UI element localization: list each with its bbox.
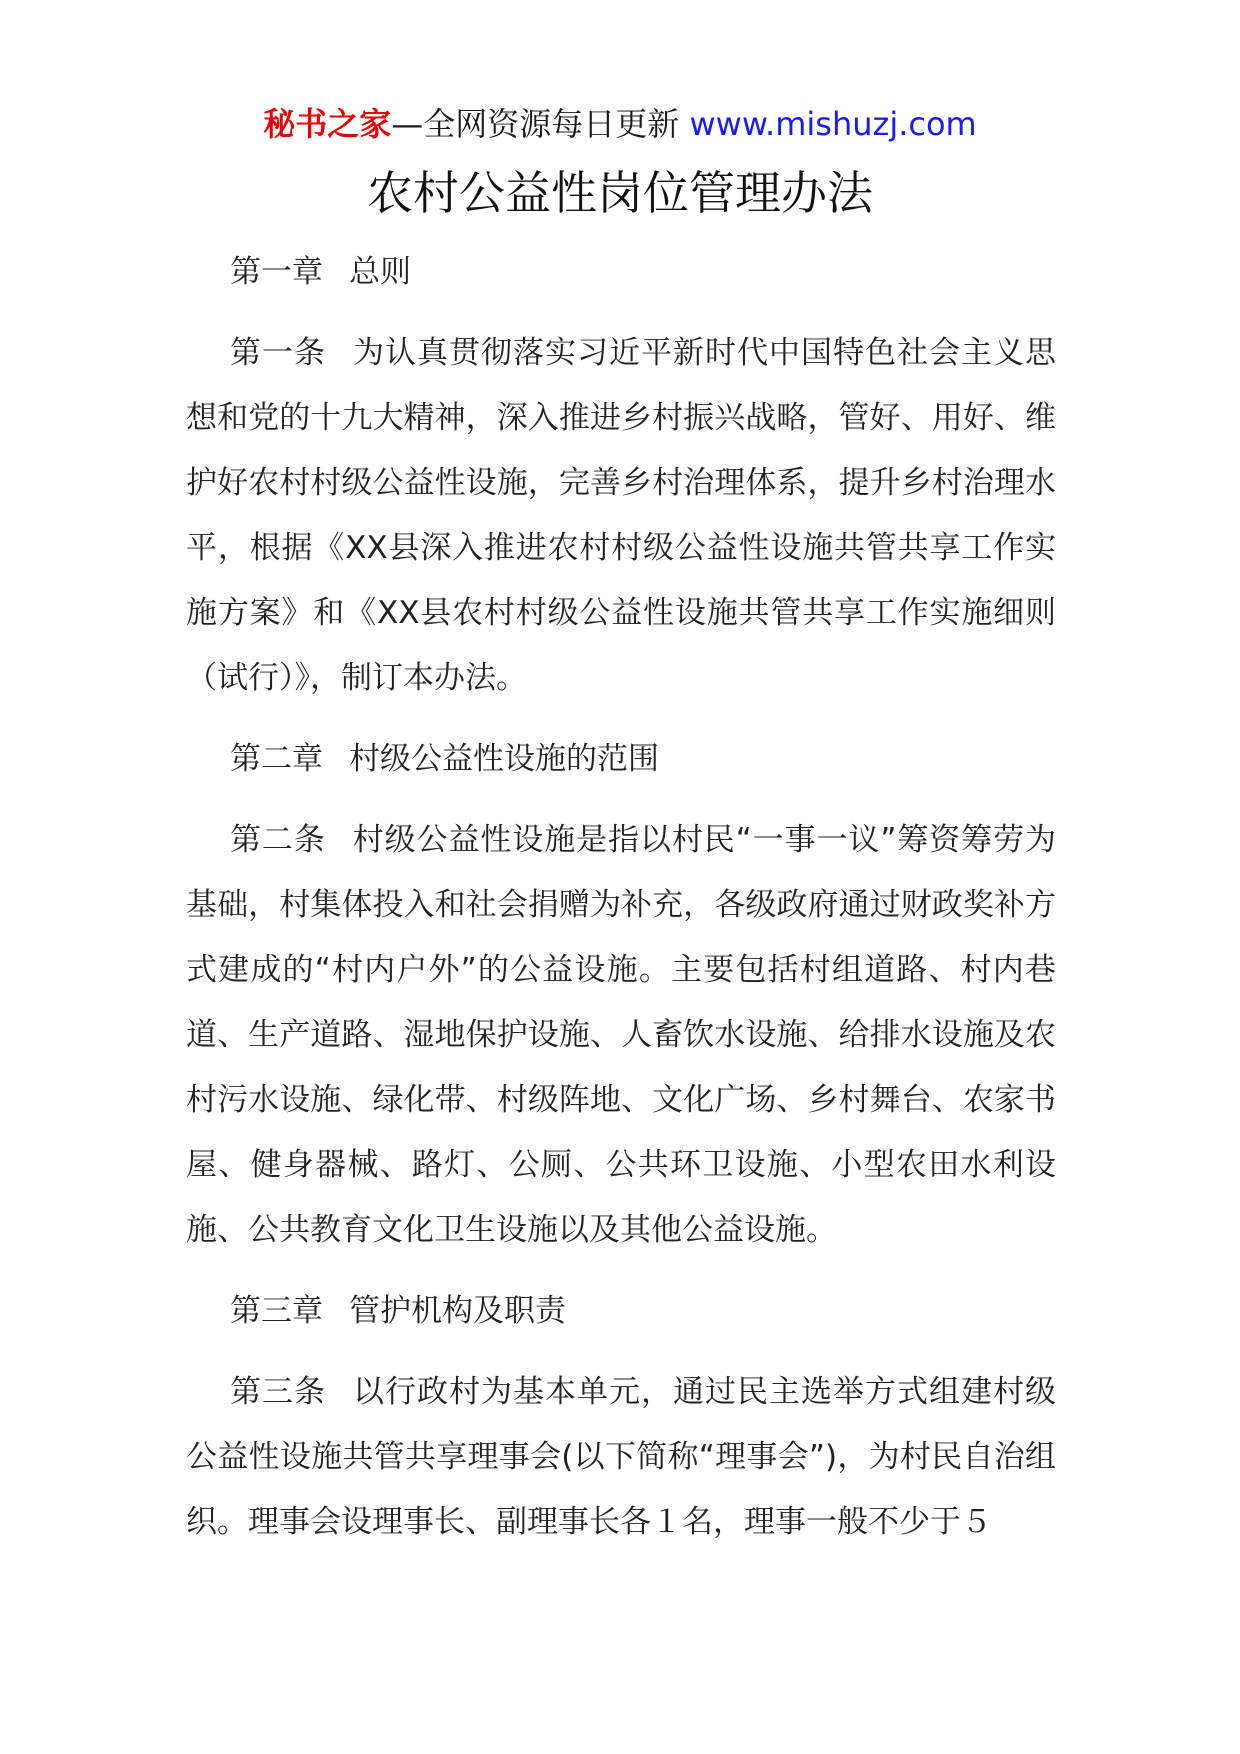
chapter-3-heading	[186, 1279, 1056, 1344]
article-3	[186, 1360, 1056, 1555]
section-label: 第一条	[230, 335, 326, 371]
section-text: 村级公益性设施是指以村民“一事一议”筹资筹劳为基础，村集体投入和社会捐赠为补充，各级政府通过财政奖补方式建成的“村内户外”的公益设施。主要包括村组道路、村内巷道、生产道路、湿地保护设施、人畜饮水设施、给排水设施及农村污水设施、绿化带、村级阵地、文化广场、乡村舞台、农家书屋、健身器械、路灯、公厕、公共环卫设施、小型农田水利设施、公共教育文化卫生设施以及其他公益设施。	[186, 822, 1057, 1248]
section-text: 村级公益性设施的范围	[349, 741, 659, 777]
brand-name: 秘书之家	[263, 105, 392, 143]
site-url[interactable]: www.mishuzj.com	[689, 105, 977, 143]
document-title: 农村公益性岗位管理办法	[367, 166, 873, 220]
document-body	[186, 240, 1056, 1571]
section-text: 以行政村为基本单元，通过民主选举方式组建村级公益性设施共管共享理事会(以下简称“理事会”)，为村民自治组织。理事会设理事长、副理事长各１名，理事一般不少于５	[186, 1374, 1056, 1540]
section-text: 总则	[349, 254, 411, 290]
section-label: 第三章	[230, 1293, 323, 1329]
chapter-2-heading	[186, 727, 1056, 792]
section-text: 为认真贯彻落实习近平新时代中国特色社会主义思想和党的十九大精神，深入推进乡村振兴战略，管好、用好、维护好农村村级公益性设施，完善乡村治理体系，提升乡村治理水平，根据《XX县深入推进农村村级公益性设施共管共享工作实施方案》和《XX县农村村级公益性设施共管共享工作实施细则（试行）》，制订本办法。	[186, 335, 1056, 696]
header-slogan: —全网资源每日更新	[391, 105, 680, 143]
section-label: 第一章	[230, 254, 323, 290]
site-header	[0, 100, 1240, 148]
chapter-1-heading	[186, 240, 1056, 305]
section-text: 管护机构及职责	[349, 1293, 566, 1329]
section-label: 第二章	[230, 741, 323, 777]
article-1	[186, 321, 1056, 711]
section-label: 第二条	[230, 822, 326, 858]
article-2	[186, 808, 1056, 1263]
section-label: 第三条	[230, 1374, 326, 1410]
